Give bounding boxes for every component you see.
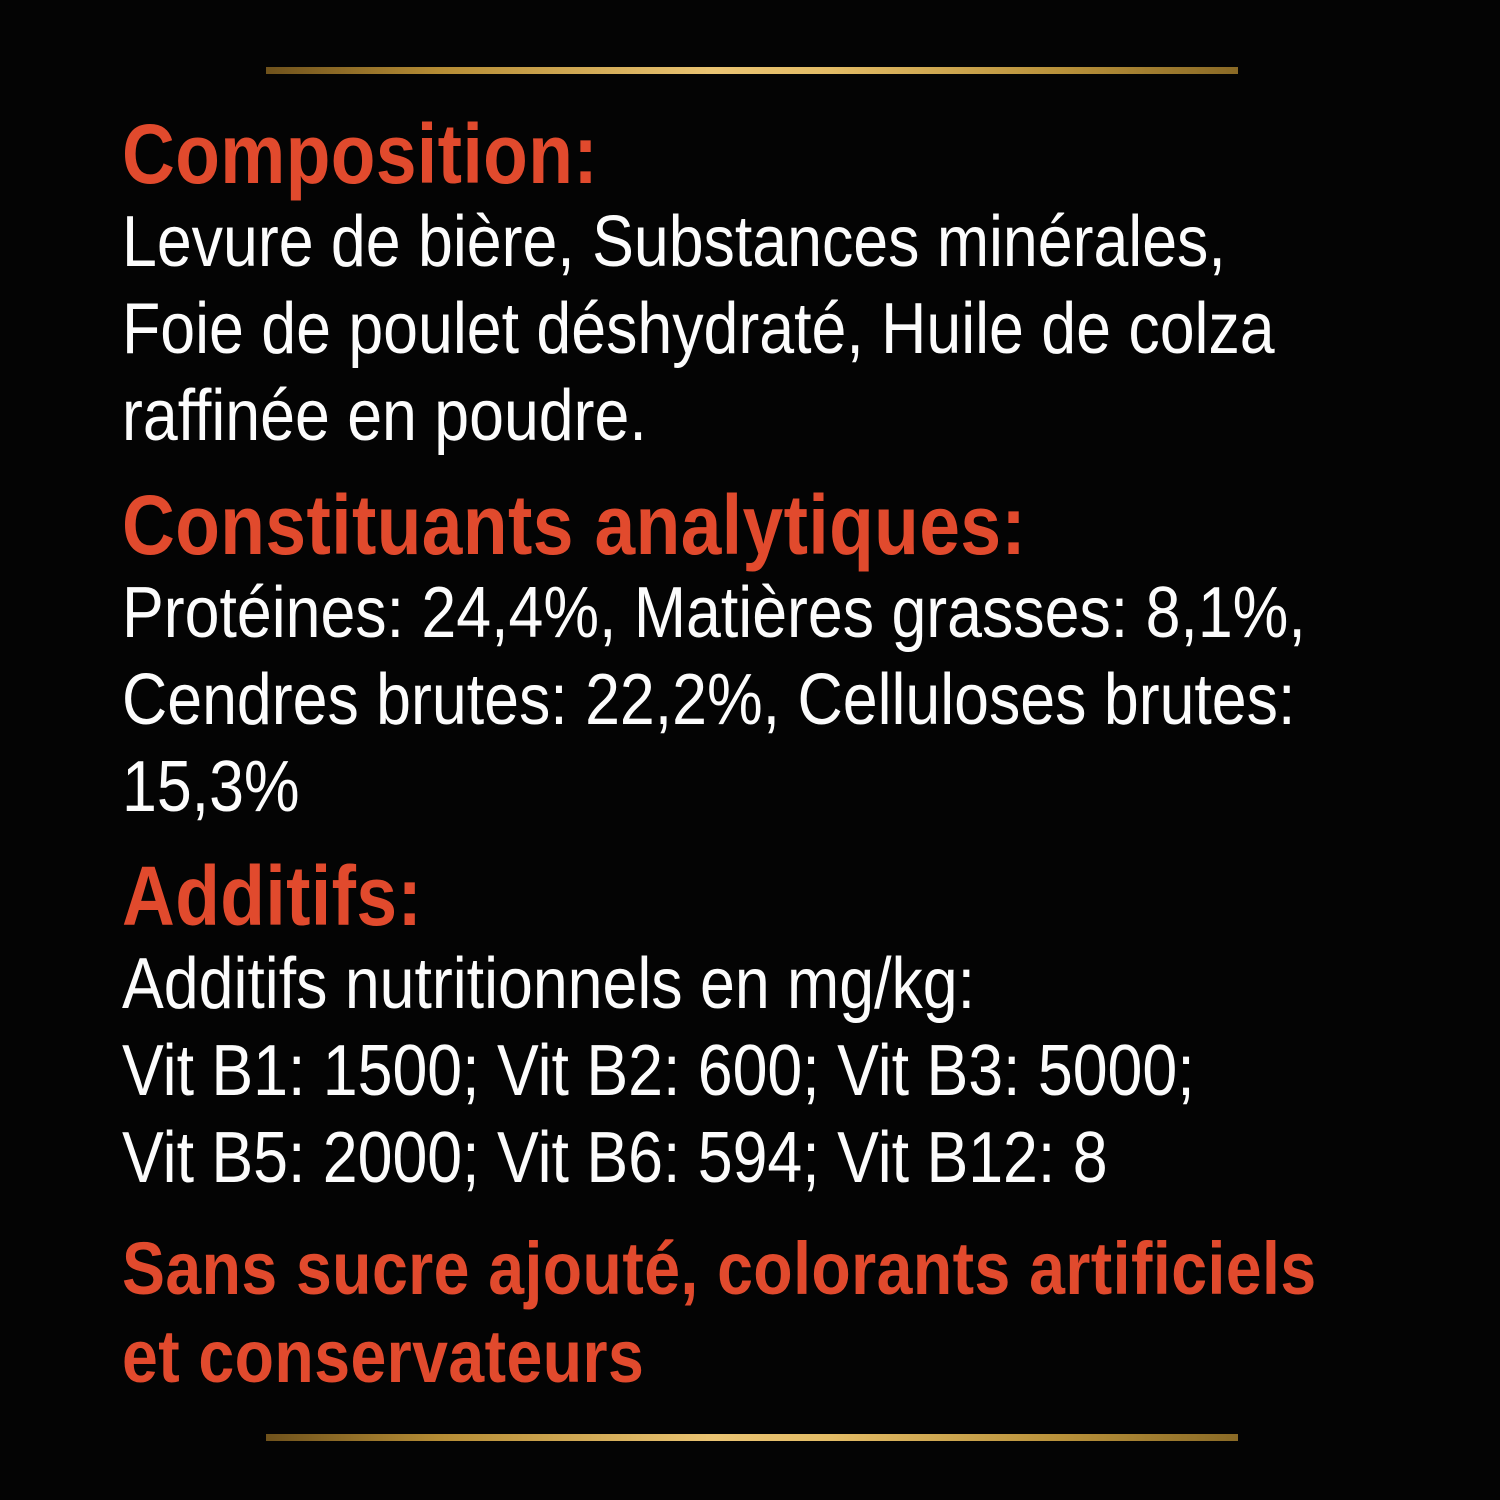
additives-line-2: Vit B1: 1500; Vit B2: 600; Vit B3: 5000; <box>122 1031 1195 1111</box>
section-composition <box>122 109 1427 460</box>
composition-line-2: Foie de poulet déshydraté, Huile de colza <box>122 289 1275 369</box>
analytical-line-2: Cendres brutes: 22,2%, Celluloses brutes: <box>122 660 1296 740</box>
analytical-line-3: 15,3% <box>122 747 300 827</box>
composition-line-1: Levure de bière, Substances minérales, <box>122 202 1226 282</box>
analytical-line-1: Protéines: 24,4%, Matières grasses: 8,1%, <box>122 573 1306 653</box>
label-text-column <box>122 0 1427 1401</box>
gold-divider-bottom <box>266 1434 1238 1441</box>
no-additives-claim <box>122 1225 1427 1401</box>
analytical-constituents-heading: Constituants analytiques: <box>122 478 1027 572</box>
additives-line-1: Additifs nutritionnels en mg/kg: <box>122 944 976 1024</box>
composition-heading: Composition: <box>122 107 599 201</box>
additives-line-3: Vit B5: 2000; Vit B6: 594; Vit B12: 8 <box>122 1118 1108 1198</box>
claim-line-2: et conservateurs <box>122 1315 645 1398</box>
section-additives <box>122 851 1427 1202</box>
section-analytical-constituents <box>122 480 1427 831</box>
additives-heading: Additifs: <box>122 849 423 943</box>
additives-body <box>122 941 1427 1202</box>
composition-line-3: raffinée en poudre. <box>122 376 647 456</box>
claim-line-1: Sans sucre ajouté, colorants artificiels <box>122 1227 1317 1310</box>
composition-body <box>122 199 1427 460</box>
analytical-constituents-body <box>122 570 1427 831</box>
